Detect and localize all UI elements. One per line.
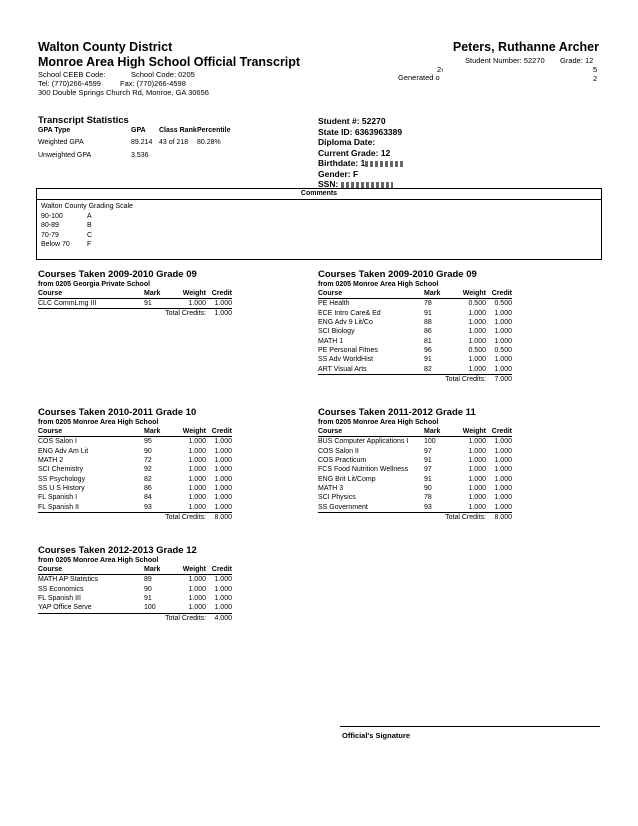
course-mark: 84 [144, 494, 152, 502]
signature-label: Official's Signature [342, 731, 411, 740]
course-name: ENG Brit Lit/Comp [318, 475, 376, 483]
page-fragment-right-2: 2 [593, 74, 598, 83]
course-weight: 1.000 [468, 466, 486, 474]
comments-box [36, 188, 602, 260]
course-weight: 1.000 [468, 456, 486, 464]
course-table [38, 566, 232, 623]
course-credit: 1.000 [494, 309, 512, 317]
course-mark: 82 [144, 475, 152, 483]
col-header-mark: Mark [424, 428, 441, 435]
course-name: FL Spanish II [38, 503, 79, 511]
col-header-mark: Mark [144, 566, 161, 573]
col-header-mark: Mark [424, 290, 441, 297]
table-row [318, 299, 512, 309]
stats-table [38, 127, 237, 162]
course-credit: 1.000 [494, 466, 512, 474]
course-weight: 1.000 [468, 309, 486, 317]
scale-range: 90-100 [41, 212, 63, 220]
table-row [318, 456, 512, 465]
birthdate: Birthdate: 1 [318, 158, 366, 168]
course-mark: 89 [144, 576, 152, 584]
course-mark: 72 [144, 456, 152, 464]
total-credits-label: Total Credits: [144, 309, 206, 319]
course-weight: 1.000 [188, 503, 206, 511]
gender: Gender: F [318, 168, 359, 179]
table-row [38, 484, 232, 493]
course-weight: 1.000 [188, 456, 206, 464]
course-block-title: Courses Taken 2009-2010 Grade 09 [38, 269, 197, 280]
col-header-course: Course [318, 428, 343, 435]
table-row [318, 437, 512, 447]
course-mark: 88 [424, 318, 432, 326]
grading-scale-row [41, 241, 133, 251]
table-row [38, 603, 232, 613]
course-block-title: Courses Taken 2012-2013 Grade 12 [38, 545, 197, 556]
col-header-weight: Weight [462, 428, 486, 435]
table-row [38, 437, 232, 447]
course-weight: 1.000 [188, 485, 206, 493]
total-row [38, 513, 232, 523]
course-name: ENG Adv 9 Lit/Co [318, 318, 373, 326]
redaction-mark [365, 161, 403, 167]
total-credits-value: 1.000 [206, 309, 232, 319]
course-weight: 1.000 [188, 466, 206, 474]
table-row [318, 318, 512, 327]
course-name: SS Economics [38, 585, 84, 593]
course-mark: 91 [144, 300, 152, 308]
grading-scale [41, 203, 133, 251]
course-weight: 1.000 [188, 604, 206, 612]
course-mark: 86 [424, 328, 432, 336]
col-header-course: Course [38, 428, 63, 435]
course-name: YAP Office Serve [38, 604, 92, 612]
course-credit: 1.000 [494, 494, 512, 502]
student-grade: Grade: 12 [560, 56, 594, 65]
course-weight: 1.000 [468, 337, 486, 345]
stats-header-type: GPA Type [38, 127, 71, 134]
course-block-source: from 0205 Monroe Area High School [38, 557, 159, 564]
course-credit: 1.000 [494, 447, 512, 455]
course-table [38, 428, 232, 522]
total-row [318, 513, 512, 523]
course-mark: 92 [144, 466, 152, 474]
student-number: Student Number: 52270 [465, 56, 545, 65]
course-name: BUS Computer Applications I [318, 438, 409, 446]
school-title: Monroe Area High School Official Transcript [38, 55, 301, 69]
course-name: SCI Biology [318, 328, 355, 336]
course-table [318, 428, 512, 522]
course-weight: 1.000 [188, 300, 206, 308]
course-credit: 1.000 [494, 503, 512, 511]
course-block-2009-private [38, 269, 310, 319]
table-row [318, 503, 512, 513]
course-mark: 100 [144, 604, 156, 612]
course-name: ART Visual Arts [318, 365, 367, 373]
total-credits-label: Total Credits: [144, 513, 206, 523]
scale-range: 80-89 [41, 222, 59, 230]
course-weight: 0.500 [468, 300, 486, 308]
course-mark: 82 [424, 365, 432, 373]
course-table [318, 290, 512, 384]
course-credit: 1.000 [494, 365, 512, 373]
school-phone: Tel: (770)266-4599 [38, 79, 101, 88]
course-mark: 95 [144, 438, 152, 446]
table-row [38, 465, 232, 474]
course-credit: 1.000 [214, 475, 232, 483]
total-credits-label: Total Credits: [424, 513, 486, 523]
course-mark: 91 [424, 309, 432, 317]
stats-cell [197, 149, 237, 162]
diploma-date: Diploma Date: [318, 137, 376, 147]
course-block-2010 [38, 407, 310, 522]
table-row [318, 484, 512, 493]
course-name: ENG Adv Am Lit [38, 447, 89, 455]
course-name: COS Practicum [318, 456, 367, 464]
col-header-weight: Weight [182, 566, 206, 573]
col-header-weight: Weight [182, 428, 206, 435]
col-header-credit: Credit [211, 290, 232, 297]
stats-cell: 89.214 [131, 139, 153, 146]
course-name: MATH AP Statistics [38, 576, 99, 584]
course-credit: 1.000 [214, 466, 232, 474]
comments-title: Comments [37, 189, 601, 200]
total-credits-value: 4.000 [206, 613, 232, 623]
course-credit: 1.000 [214, 456, 232, 464]
stats-cell: Unweighted GPA [38, 152, 92, 159]
course-block-source: from 0205 Georgia Private School [38, 281, 151, 288]
stats-header-gpa: GPA [131, 127, 146, 134]
course-name: SS Government [318, 503, 368, 511]
stats-cell: 80.28% [197, 139, 221, 146]
course-credit: 1.000 [494, 485, 512, 493]
grading-scale-row [41, 213, 133, 223]
table-row [318, 308, 512, 317]
scale-range: Below 70 [41, 241, 70, 249]
scale-letter: A [87, 212, 92, 220]
course-name: FCS Food Nutrition Wellness [318, 466, 409, 474]
table-row [318, 475, 512, 484]
signature-line [340, 726, 600, 727]
course-credit: 1.000 [214, 576, 232, 584]
course-weight: 1.000 [468, 503, 486, 511]
course-mark: 93 [144, 503, 152, 511]
course-credit: 1.000 [214, 604, 232, 612]
col-header-mark: Mark [144, 428, 161, 435]
course-weight: 1.000 [188, 585, 206, 593]
course-weight: 1.000 [468, 485, 486, 493]
col-header-credit: Credit [211, 566, 232, 573]
course-weight: 1.000 [468, 365, 486, 373]
course-weight: 0.500 [468, 347, 486, 355]
stats-cell: 3.536 [131, 152, 149, 159]
stats-header-percentile: Percentile [197, 127, 231, 134]
course-credit: 1.000 [214, 438, 232, 446]
course-credit: 1.000 [494, 337, 512, 345]
course-mark: 90 [144, 447, 152, 455]
course-mark: 81 [424, 337, 432, 345]
course-weight: 1.000 [188, 438, 206, 446]
course-name: SCI Chemistry [38, 466, 84, 474]
stats-cell: 43 of 218 [159, 139, 189, 146]
col-header-course: Course [38, 566, 63, 573]
col-header-credit: Credit [491, 428, 512, 435]
course-weight: 1.000 [468, 494, 486, 502]
course-name: MATH 1 [318, 337, 344, 345]
course-mark: 91 [424, 475, 432, 483]
stats-cell: Weighted GPA [38, 139, 84, 146]
course-mark: 78 [424, 494, 432, 502]
scale-letter: F [87, 241, 92, 249]
school-address: 300 Double Springs Church Rd, Monroe, GA 30656 [38, 88, 209, 97]
total-credits-label: Total Credits: [424, 375, 486, 385]
course-name: MATH 3 [318, 485, 344, 493]
course-weight: 1.000 [468, 318, 486, 326]
course-weight: 1.000 [468, 356, 486, 364]
school-code: School Code: 0205 [131, 70, 195, 79]
course-mark: 97 [424, 447, 432, 455]
course-mark: 86 [144, 485, 152, 493]
course-name: SS Adv WorldHist [318, 356, 374, 364]
course-mark: 91 [424, 456, 432, 464]
col-header-credit: Credit [491, 290, 512, 297]
stats-header-rank: Class Rank [159, 127, 197, 134]
stats-row [38, 136, 237, 149]
ceeb-code-label: School CEEB Code: [38, 70, 106, 79]
course-table [38, 290, 232, 319]
school-fax: Fax: (770)266-4598 [120, 79, 186, 88]
table-row [38, 575, 232, 585]
student-name: Peters, Ruthanne Archer [452, 40, 599, 54]
table-row [38, 475, 232, 484]
course-block-source: from 0205 Monroe Area High School [38, 419, 159, 426]
total-credits-value: 8.000 [206, 513, 232, 523]
course-name: SS U S History [38, 485, 85, 493]
table-row [38, 299, 232, 309]
course-credit: 1.000 [214, 503, 232, 511]
col-header-mark: Mark [144, 290, 161, 297]
course-mark: 91 [424, 356, 432, 364]
total-row [38, 613, 232, 623]
course-mark: 90 [144, 585, 152, 593]
course-block-title: Courses Taken 2011-2012 Grade 11 [318, 407, 476, 418]
course-mark: 90 [424, 485, 432, 493]
course-weight: 1.000 [468, 328, 486, 336]
course-name: SCI Physics [318, 494, 356, 502]
course-weight: 1.000 [188, 475, 206, 483]
table-row [38, 594, 232, 603]
course-weight: 1.000 [188, 594, 206, 602]
course-weight: 1.000 [188, 494, 206, 502]
course-block-2011 [318, 407, 590, 522]
table-row [318, 493, 512, 502]
col-header-credit: Credit [211, 428, 232, 435]
stats-cell [159, 149, 197, 162]
student-id-number: Student #: 52270 [318, 116, 386, 126]
course-name: SS Psychology [38, 475, 86, 483]
current-grade: Current Grade: 12 [318, 147, 391, 158]
course-block-2012 [38, 545, 310, 623]
course-block-title: Courses Taken 2010-2011 Grade 10 [38, 407, 197, 418]
total-credits-value: 7.000 [486, 375, 512, 385]
course-weight: 1.000 [468, 475, 486, 483]
course-credit: 1.000 [214, 485, 232, 493]
generated-label: Generated o [398, 73, 440, 82]
page-fragment-right-1: 5 [593, 65, 598, 74]
scale-letter: C [87, 231, 93, 239]
course-name: FL Spanish III [38, 594, 81, 602]
course-name: MATH 2 [38, 456, 64, 464]
course-mark: 91 [144, 594, 152, 602]
table-row [38, 584, 232, 593]
table-row [38, 493, 232, 502]
course-weight: 1.000 [188, 447, 206, 455]
course-name: COS Salon I [38, 438, 77, 446]
table-row [318, 327, 512, 336]
stats-row [38, 149, 237, 162]
course-mark: 97 [424, 466, 432, 474]
grading-scale-title: Walton County Grading Scale [41, 203, 133, 210]
total-credits-value: 8.000 [486, 513, 512, 523]
total-row [318, 375, 512, 385]
course-weight: 1.000 [188, 576, 206, 584]
table-row [38, 456, 232, 465]
course-weight: 1.000 [468, 447, 486, 455]
course-credit: 0.500 [494, 300, 512, 308]
course-credit: 1.000 [494, 356, 512, 364]
table-row [318, 346, 512, 355]
course-name: COS Salon II [318, 447, 359, 455]
course-name: PE Personal Fitnes [318, 347, 378, 355]
state-id: State ID: 6363963389 [318, 126, 403, 137]
course-credit: 1.000 [494, 456, 512, 464]
course-block-title: Courses Taken 2009-2010 Grade 09 [318, 269, 477, 280]
table-row [318, 365, 512, 375]
table-row [318, 465, 512, 474]
course-block-2009-monroe [318, 269, 590, 384]
course-name: FL Spanish I [38, 494, 78, 502]
course-credit: 1.000 [494, 438, 512, 446]
district-name: Walton County District [38, 40, 173, 54]
table-row [318, 355, 512, 364]
course-credit: 0.500 [494, 347, 512, 355]
course-credit: 1.000 [494, 475, 512, 483]
course-name: PE Health [318, 300, 350, 308]
course-credit: 1.000 [494, 318, 512, 326]
student-info [318, 116, 403, 190]
page-fragment-top: 2‹ [437, 65, 444, 74]
course-block-source: from 0205 Monroe Area High School [318, 419, 439, 426]
col-header-weight: Weight [182, 290, 206, 297]
course-name: ECE Intro Care& Ed [318, 309, 381, 317]
course-credit: 1.000 [214, 300, 232, 308]
col-header-weight: Weight [462, 290, 486, 297]
col-header-course: Course [318, 290, 343, 297]
grading-scale-row [41, 232, 133, 242]
grading-scale-row [41, 222, 133, 232]
redaction-mark [341, 182, 393, 188]
course-weight: 1.000 [468, 438, 486, 446]
course-mark: 93 [424, 503, 432, 511]
course-credit: 1.000 [214, 494, 232, 502]
ssn: SSN: [318, 179, 339, 189]
course-credit: 1.000 [214, 585, 232, 593]
table-row [318, 337, 512, 346]
total-credits-label: Total Credits: [144, 613, 206, 623]
scale-range: 70-79 [41, 231, 59, 239]
course-credit: 1.000 [494, 328, 512, 336]
scale-letter: B [87, 222, 92, 230]
course-credit: 1.000 [214, 447, 232, 455]
course-name: CLC CommLrng III [38, 300, 97, 308]
course-mark: 78 [424, 300, 432, 308]
stats-title: Transcript Statistics [38, 115, 129, 126]
course-mark: 100 [424, 438, 436, 446]
table-row [38, 503, 232, 513]
course-credit: 1.000 [214, 594, 232, 602]
total-row [38, 309, 232, 319]
table-row [318, 446, 512, 455]
col-header-course: Course [38, 290, 63, 297]
course-mark: 96 [424, 347, 432, 355]
table-row [38, 446, 232, 455]
course-block-source: from 0205 Monroe Area High School [318, 281, 439, 288]
